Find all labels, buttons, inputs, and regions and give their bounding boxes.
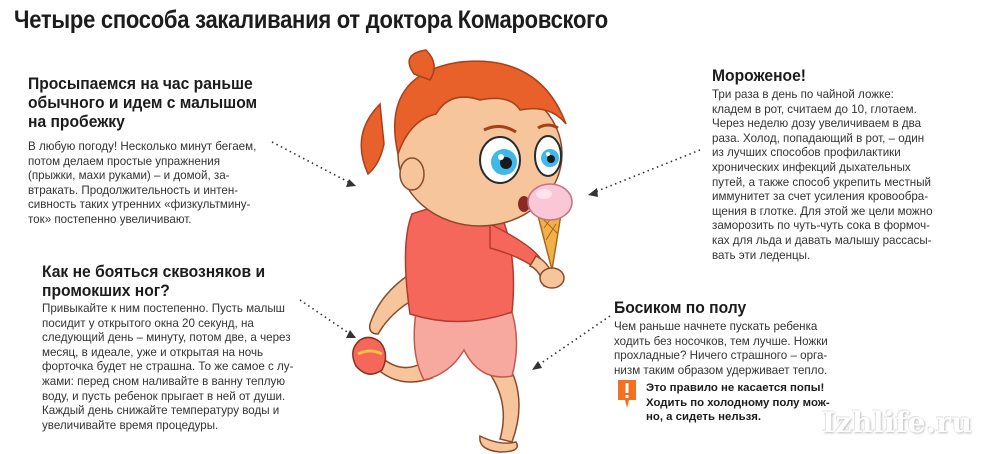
site-watermark: Izhlife.ru [822,406,973,439]
section3-heading: Мороженое! [712,66,806,85]
girl-illustration [340,44,620,454]
section2-text: Привыкайте к ним постепенно. Пусть малыш посидит у открытого окна 20 секунд, на следующий день – минуту, потом две, а через месяц, в идеале, уже и открытая на ночь форточка будет не страшна. То же самое с лу- жами: перед сном наливайте в ванну теплую воду, и пусть ребенок прыгает в ней от души. Каждый день снижайте температуру воды и увеличивайте время процедуры. [42,302,294,432]
section2-heading: Как не бояться сквозняков и промокших ног? [42,262,266,300]
section4-heading: Босиком по полу [614,298,747,317]
page-title: Четыре способа закаливания от доктора Комаровского [14,6,608,34]
section1-heading: Просыпаемся на час раньше обычного и идем с малышом на пробежку [28,74,258,131]
section1-text: В любую погоду! Несколько минут бегаем, потом делаем простые упражнения (прыжки, махи руками) – и домой, за- втракать. Продолжительность и интен- сивность таких утренних «физкультмину- ток» постепенно увеличивают. [28,140,257,226]
warning-text: Это правило не касается попы! Ходить по холодному полу мож- но, а сидеть нельзя. [646,382,830,423]
section4-text: Чем раньше начнете пускать ребенка ходить без носочков, тем лучше. Ножки прохладные? Ничего страшного – орга- низм таким образом удерживает тепло. [614,320,828,377]
section3-text: Три раза в день по чайной ложке: кладем в рот, считаем до 10, глотаем. Через неделю дозу увеличиваем в два раза. Холод, попадающий в рот, – один из лучших способов профилактики хронических инфекций дыхательных путей, а также способ укрепить местный иммунитет за счет усиления кровообра- щения в глотке. Для этой же цели можно заморозить по чуть-чуть сока в формоч- ках для льда и давать малышу рассасы- вать эти леденцы. [712,88,933,262]
